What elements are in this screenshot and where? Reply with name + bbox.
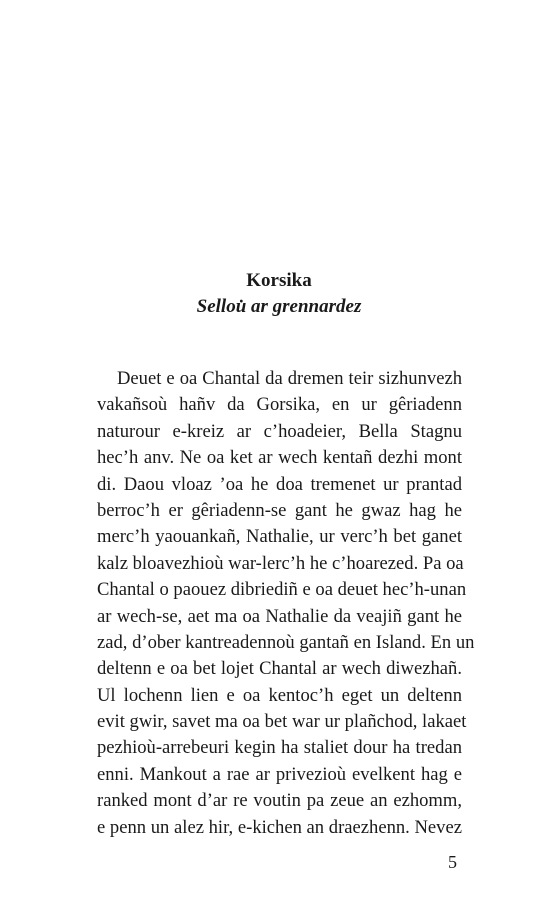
- body-line: berroc’h er gêriadenn-se gant he gwaz hag he: [97, 499, 462, 521]
- body-line: kalz bloavezhioù war-lerc’h he c’hoarezed. Pa oa: [97, 552, 464, 574]
- body-line: naturour e-kreiz ar c’hoadeier, Bella Stagnu: [97, 420, 462, 442]
- body-line: deltenn e oa bet lojet Chantal ar wech diwezhañ.: [97, 658, 462, 680]
- body-line: Chantal o paouez dibriediñ e oa deuet hec’h-unan: [97, 579, 467, 601]
- body-line: hec’h anv. Ne oa ket ar wech kentañ dezhi mont: [97, 447, 462, 469]
- body-line: ranked mont d’ar re voutin pa zeue an ezhomm,: [97, 790, 462, 812]
- body-line: e penn un alez hir, e-kichen an draezhenn. Nevez: [97, 816, 462, 838]
- chapter-title: Korsika: [246, 270, 312, 291]
- body-line: di. Daou vloaz ’oa he doa tremenet ur prantad: [97, 473, 462, 495]
- body-line: pezhioù-arrebeuri kegin ha staliet dour ha tredan: [97, 737, 462, 759]
- body-line: ar wech-se, aet ma oa Nathalie da veajiñ gant he: [97, 605, 462, 627]
- chapter-heading: [0, 268, 558, 320]
- body-line: merc’h yaouankañ, Nathalie, ur verc’h bet ganet: [97, 526, 462, 548]
- body-line: evit gwir, savet ma oa bet war ur plañchod, lakaet: [97, 711, 467, 733]
- body-line: enni. Mankout a rae ar privezioù evelkent hag e: [97, 763, 462, 785]
- page-number: 5: [448, 852, 457, 872]
- body-line: Deuet e oa Chantal da dremen teir sizhunvezh: [117, 368, 462, 389]
- chapter-subtitle: Sellou̇ ar grennardez: [196, 296, 362, 317]
- body-line: Ul lochenn lien e oa kentoc’h eget un deltenn: [97, 684, 462, 706]
- body-line: vakañsoù hañv da Gorsika, en ur gêriadenn: [97, 394, 462, 416]
- body-line: zad, d’ober kantreadennoù gantañ en Island. En un: [97, 631, 475, 653]
- body-text: [97, 366, 475, 841]
